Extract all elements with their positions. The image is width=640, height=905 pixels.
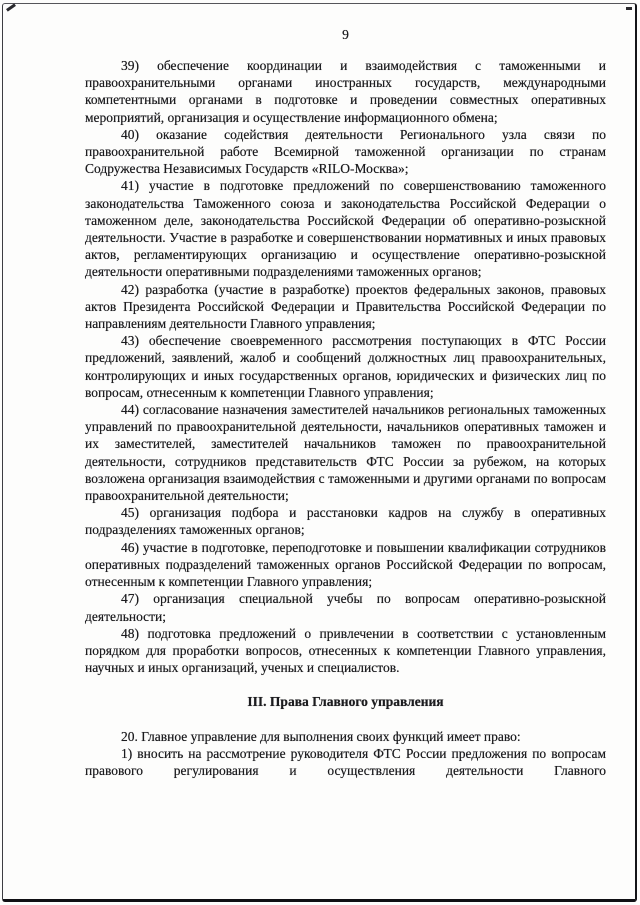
paragraph-right-1: 1) вносить на рассмотрение руководителя ФТС России предложения по вопросам правового регулирования и осуществления деятельности Главного: [85, 745, 606, 778]
paragraph-44: 44) согласование назначения заместителей начальников региональных таможенных управлений по правоохранительной деятельности, начальников оперативных таможен и их заместителей, заместителей начальников таможен по правоохранительной деятельности, сотрудников представительств ФТС России за рубежом, на которых возложена организация взаимодействия с таможенными и другими органами по вопросам правоохранительной деятельности;: [85, 402, 606, 504]
paragraph-41: 41) участие в подготовке предложений по совершенствованию таможенного законодательства Таможенного союза и законодательства Российской Федерации о таможенном деле, законодательства Российской Федерации об оперативно-розыскной деятельности. Участие в разработке и совершенствовании нормативных и иных правовых актов, регламентирующих организацию и осуществление оперативно-розыскной деятельности оперативными подразделениями таможенных органов;: [85, 178, 606, 280]
paragraph-46: 46) участие в подготовке, переподготовке и повышении квалификации сотрудников оперативных подразделений таможенных органов Российской Федерации по вопросам, отнесенным к компетенции Главного управления;: [85, 539, 606, 590]
scan-artifact: [626, 7, 632, 10]
paragraph-45: 45) организация подбора и расстановки кадров на службу в оперативных подразделениях таможенных органов;: [85, 505, 606, 538]
paragraph-39: 39) обеспечение координации и взаимодействия с таможенными и правоохранительными органами иностранных государств, международными компетентными органами в подготовке и проведении совместных оперативных мероприятий, организация и осуществление информационного обмена;: [85, 58, 606, 125]
paragraph-40: 40) оказание содействия деятельности Регионального узла связи по правоохранительной работе Всемирной таможенной организации по странам Содружества Независимых Государств «RILO-Москва»;: [85, 126, 606, 177]
section-heading: III. Права Главного управления: [247, 694, 444, 710]
page-number: 9: [342, 27, 349, 42]
document-body: [85, 57, 606, 779]
paragraph-48: 48) подготовка предложений о привлечении в соответствии с установленным порядком для проработки вопросов, отнесенных к компетенции Главного управления, научных и иных организаций, ученых и специалистов.: [85, 625, 606, 676]
paragraph-47: 47) организация специальной учебы по вопросам оперативно-розыскной деятельности;: [85, 591, 606, 624]
scan-artifact: [6, 3, 16, 11]
paragraph-43: 43) обеспечение своевременного рассмотрения поступающих в ФТС России предложений, заявлений, жалоб и сообщений должностных лиц правоохранительных, контролирующих и иных государственных органов, юридических и физических лиц по вопросам, отнесенным к компетенции Главного управления;: [85, 333, 606, 400]
paragraph-20: 20. Главное управление для выполнения своих функций имеет право:: [121, 728, 521, 744]
paragraph-42: 42) разработка (участие в разработке) проектов федеральных законов, правовых актов Президента Российской Федерации и Правительства Российской Федерации по направлениям деятельности Главного управления;: [85, 281, 606, 332]
